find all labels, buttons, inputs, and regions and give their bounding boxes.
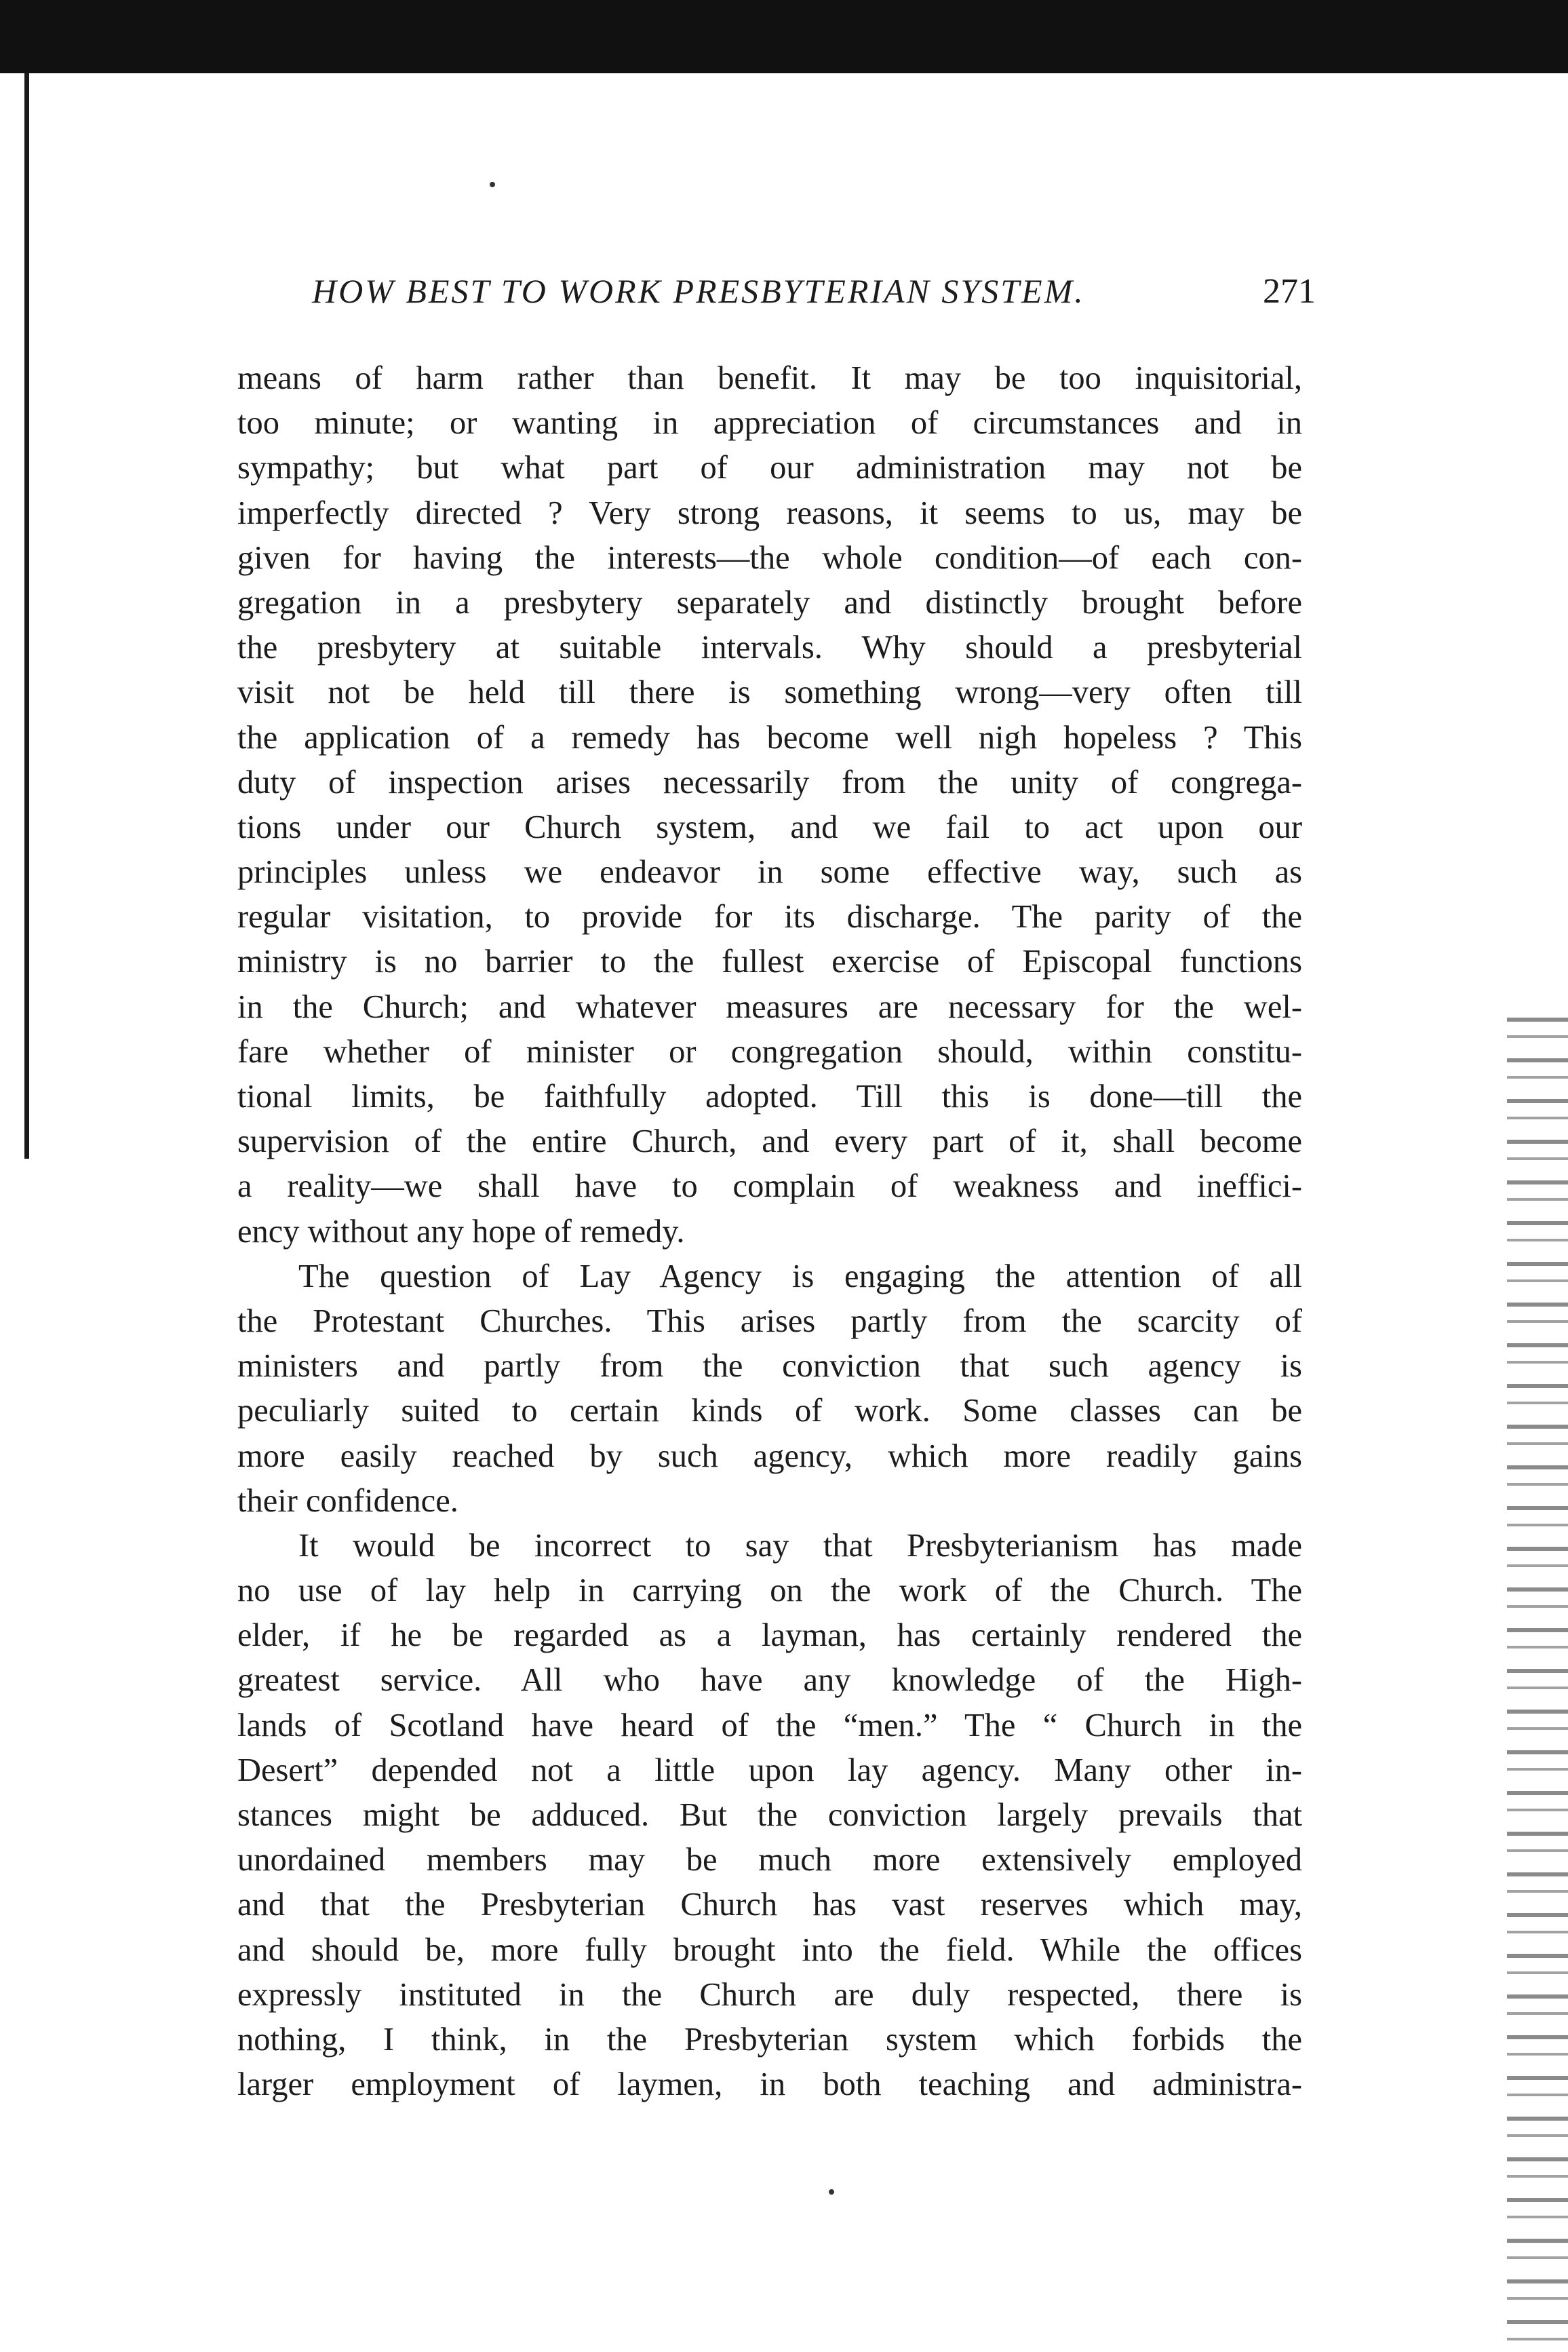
text-line: the application of a remedy has become well nigh hopeless ? This <box>237 719 1302 756</box>
text-line: elder, if he be regarded as a layman, has certainly rendered the <box>237 1617 1302 1654</box>
text-line: larger employment of laymen, in both teaching and administra- <box>237 2066 1302 2103</box>
text-line: lands of Scotland have heard of the “men.” The “ Church in the <box>237 1707 1302 1743</box>
text-line: given for having the interests—the whole condition—of each con- <box>237 539 1302 576</box>
text-line: unordained members may be much more extensively employed <box>237 1842 1302 1878</box>
text-line: the Protestant Churches. This arises partly from the scarcity of <box>237 1303 1302 1339</box>
text-line: sympathy; but what part of our administration may not be <box>237 450 1302 486</box>
text-line: regular visitation, to provide for its discharge. The parity of the <box>237 899 1302 936</box>
text-line: stances might be adduced. But the conviction largely prevails that <box>237 1797 1302 1833</box>
text-line: too minute; or wanting in appreciation of circumstances and in <box>237 405 1302 442</box>
text-line: duty of inspection arises necessarily from the unity of congrega- <box>237 764 1302 801</box>
text-line: means of harm rather than benefit. It may be too inquisitorial, <box>237 360 1302 396</box>
text-line: imperfectly directed ? Very strong reasons, it seems to us, may be <box>237 495 1302 531</box>
text-line: a reality—we shall have to complain of weakness and ineffici- <box>237 1168 1302 1205</box>
text-line: ency without any hope of remedy. <box>237 1213 685 1250</box>
text-line: visit not be held till there is something wrong—very often till <box>237 674 1302 711</box>
running-head <box>312 271 1316 319</box>
text-line: no use of lay help in carrying on the work of the Church. The <box>237 1573 1302 1609</box>
running-head-title: HOW BEST TO WORK PRESBYTERIAN SYSTEM. <box>312 272 1085 310</box>
scan-speck <box>829 2189 834 2195</box>
text-line: Desert” depended not a little upon lay agency. Many other in- <box>237 1752 1302 1788</box>
text-line: The question of Lay Agency is engaging the attention of all <box>298 1258 1302 1294</box>
scan-top-edge <box>0 0 1568 73</box>
text-line: principles unless we endeavor in some effective way, such as <box>237 854 1302 891</box>
text-line: supervision of the entire Church, and every part of it, shall become <box>237 1123 1302 1160</box>
body-text <box>237 356 1302 2107</box>
text-line: gregation in a presbytery separately and distinctly brought before <box>237 584 1302 621</box>
text-line: fare whether of minister or congregation should, within constitu- <box>237 1033 1302 1070</box>
text-line: and that the Presbyterian Church has vast reserves which may, <box>237 1887 1302 1923</box>
scan-left-edge <box>24 73 29 1159</box>
text-line: expressly instituted in the Church are duly respected, there is <box>237 1976 1302 2013</box>
text-line: greatest service. All who have any knowledge of the High- <box>237 1662 1302 1699</box>
text-line: ministers and partly from the conviction that such agency is <box>237 1348 1302 1385</box>
text-line: their confidence. <box>237 1482 458 1519</box>
text-line: It would be incorrect to say that Presbyterianism has made <box>298 1527 1302 1564</box>
page-number: 271 <box>1263 272 1316 311</box>
text-line: tional limits, be faithfully adopted. Till this is done—till the <box>237 1079 1302 1115</box>
text-line: and should be, more fully brought into the field. While the offices <box>237 1931 1302 1968</box>
scan-speck <box>490 182 495 187</box>
text-line: tions under our Church system, and we fail to act upon our <box>237 809 1302 845</box>
text-line: in the Church; and whatever measures are necessary for the wel- <box>237 988 1302 1025</box>
text-line: ministry is no barrier to the fullest exercise of Episcopal functions <box>237 944 1302 980</box>
text-line: peculiarly suited to certain kinds of work. Some classes can be <box>237 1393 1302 1429</box>
text-line: the presbytery at suitable intervals. Why should a presbyterial <box>237 630 1302 666</box>
text-line: nothing, I think, in the Presbyterian system which forbids the <box>237 2021 1302 2058</box>
scan-right-edge-noise <box>1507 1018 1568 2352</box>
text-line: more easily reached by such agency, which more readily gains <box>237 1438 1302 1474</box>
